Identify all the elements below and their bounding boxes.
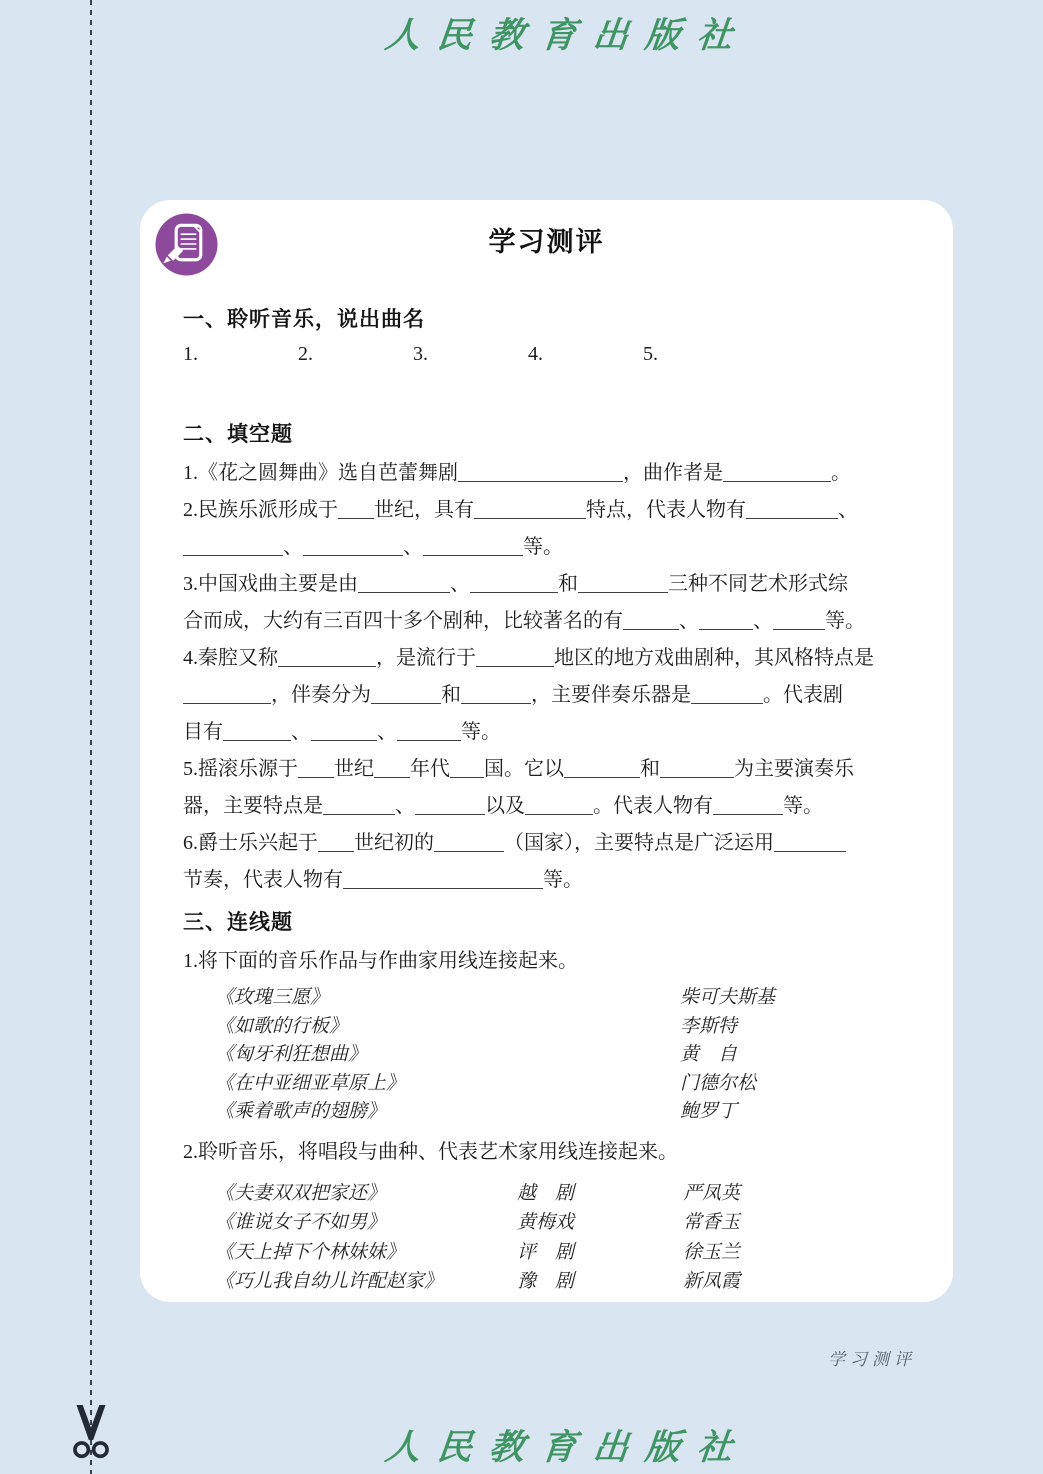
fill-blank[interactable] — [723, 467, 831, 482]
fill-blank[interactable] — [773, 615, 825, 630]
aria-title: 《巧儿我自幼儿许配赵家》 — [215, 1270, 444, 1292]
fill-line — [183, 455, 913, 492]
question-text: 为主要演奏乐 — [734, 758, 854, 780]
listening-item: 5. — [643, 343, 658, 365]
question-text: 等。 — [783, 795, 823, 817]
composer-name: 鲍罗丁 — [680, 1101, 738, 1123]
work-title: 《如歌的行板》 — [215, 1015, 349, 1037]
artist-name: 严凤英 — [683, 1182, 741, 1204]
aria-title: 《谁说女子不如男》 — [215, 1212, 387, 1234]
fill-blank[interactable] — [660, 763, 734, 778]
aria-title: 《夫妻双双把家还》 — [215, 1182, 387, 1204]
artist-name: 新凤霞 — [683, 1270, 741, 1292]
question-text: 、 — [450, 573, 470, 595]
question-text: 世纪，具有 — [374, 499, 474, 521]
question-text: 地区的地方戏曲剧种，其风格特点是 — [554, 647, 874, 669]
worksheet-card — [140, 200, 953, 1302]
fill-line — [183, 603, 913, 640]
composer-name: 黄 自 — [680, 1044, 738, 1066]
fill-blank[interactable] — [311, 726, 377, 741]
opera-genre: 越 剧 — [517, 1182, 575, 1204]
question-text: 国。它以 — [484, 758, 564, 780]
question-text: ，伴奏分为 — [271, 684, 371, 706]
question-text: 特点，代表人物有 — [586, 499, 746, 521]
question-text: 等。 — [543, 869, 583, 891]
question-text: 。代表剧 — [763, 684, 843, 706]
listening-item: 3. — [413, 343, 428, 365]
question-text: 3.中国戏曲主要是由 — [183, 573, 358, 595]
fill-blank[interactable] — [343, 874, 543, 889]
fill-blank[interactable] — [415, 800, 485, 815]
fill-line — [183, 677, 913, 714]
fill-blank[interactable] — [374, 763, 410, 778]
question-text: 。 — [831, 462, 851, 484]
fill-blank[interactable] — [474, 504, 586, 519]
match-row — [215, 1238, 913, 1267]
opera-genre: 豫 剧 — [517, 1270, 575, 1292]
fill-blank[interactable] — [461, 689, 531, 704]
fill-blank[interactable] — [318, 837, 354, 852]
question-text: 、 — [679, 610, 699, 632]
question-text: 三种不同艺术形式综 — [668, 573, 848, 595]
fill-line — [183, 788, 913, 825]
fill-blank[interactable] — [183, 541, 283, 556]
fill-blank[interactable] — [450, 763, 484, 778]
fill-blank[interactable] — [713, 800, 783, 815]
fill-line — [183, 751, 913, 788]
fill-blank[interactable] — [223, 726, 291, 741]
notepad-pencil-icon — [155, 213, 218, 276]
publisher-logo-bottom: 人民教育出版社 — [383, 1427, 752, 1468]
fill-blank[interactable] — [323, 800, 395, 815]
question-text: 合而成，大约有三百四十多个剧种，比较著名的有 — [183, 610, 623, 632]
match-row — [215, 1098, 913, 1127]
question-text: 和 — [441, 684, 461, 706]
artist-name: 徐玉兰 — [683, 1241, 741, 1263]
question-text: 器，主要特点是 — [183, 795, 323, 817]
section-heading-matching: 三、连线题 — [183, 911, 293, 934]
fill-blank[interactable] — [423, 541, 523, 556]
question-text: 以及 — [485, 795, 525, 817]
opera-genre: 评 剧 — [517, 1241, 575, 1263]
composer-name: 李斯特 — [680, 1015, 738, 1037]
question-text: 等。 — [523, 536, 563, 558]
fill-blank[interactable] — [303, 541, 403, 556]
fill-blank[interactable] — [183, 689, 271, 704]
section-heading-listening: 一、聆听音乐，说出曲名 — [183, 308, 425, 331]
fill-line — [183, 492, 913, 529]
match-row — [215, 1179, 913, 1208]
fill-blank[interactable] — [298, 763, 334, 778]
question-text: 目有 — [183, 721, 223, 743]
question-text: 2.民族乐派形成于 — [183, 499, 338, 521]
opera-genre: 黄梅戏 — [517, 1212, 575, 1234]
question-text: 6.爵士乐兴起于 — [183, 832, 318, 854]
fill-blank-questions — [183, 455, 913, 899]
matching-q1-label: 1.将下面的音乐作品与作曲家用线连接起来。 — [183, 950, 578, 972]
fill-line — [183, 862, 913, 899]
section-heading-fill-blanks: 二、填空题 — [183, 423, 293, 446]
listening-items — [183, 341, 913, 368]
fill-blank[interactable] — [691, 689, 763, 704]
question-text: 4.秦腔又称 — [183, 647, 278, 669]
fill-blank[interactable] — [371, 689, 441, 704]
question-text: 5.摇滚乐源于 — [183, 758, 298, 780]
footer-page-label: 学习测评 — [828, 1350, 916, 1369]
question-text: （国家），主要特点是广泛运用 — [504, 832, 774, 854]
fill-blank[interactable] — [358, 578, 450, 593]
fill-blank[interactable] — [470, 578, 558, 593]
fill-line — [183, 825, 913, 862]
publisher-logo-top: 人民教育出版社 — [383, 15, 752, 56]
fill-blank[interactable] — [278, 652, 376, 667]
fill-blank[interactable] — [746, 504, 838, 519]
fill-blank[interactable] — [578, 578, 668, 593]
question-text: ，是流行于 — [376, 647, 476, 669]
question-text: 节奏，代表人物有 — [183, 869, 343, 891]
question-text: 。代表人物有 — [593, 795, 713, 817]
artist-name: 常香玉 — [683, 1212, 741, 1234]
fill-line — [183, 640, 913, 677]
question-text: 和 — [558, 573, 578, 595]
question-text: 、 — [291, 721, 311, 743]
fill-blank[interactable] — [458, 467, 623, 482]
fill-blank[interactable] — [699, 615, 753, 630]
matching-list-1 — [215, 984, 913, 1127]
matching-q2-label: 2.聆听音乐，将唱段与曲种、代表艺术家用线连接起来。 — [183, 1140, 678, 1163]
question-text: ，主要伴奏乐器是 — [531, 684, 691, 706]
match-row — [215, 1267, 913, 1296]
composer-name: 柴可夫斯基 — [680, 987, 776, 1008]
listening-item: 2. — [298, 343, 313, 365]
question-text: 等。 — [825, 610, 865, 632]
work-title: 《玫瑰三愿》 — [215, 987, 330, 1008]
listening-item: 1. — [183, 343, 198, 365]
question-text: ，曲作者是 — [623, 462, 723, 484]
match-row — [215, 1041, 913, 1070]
match-row — [215, 1013, 913, 1042]
matching-list-2 — [215, 1179, 913, 1296]
composer-name: 门德尔松 — [680, 1072, 757, 1094]
question-text: 、 — [395, 795, 415, 817]
question-text: 世纪 — [334, 758, 374, 780]
fill-line — [183, 566, 913, 603]
fill-blank[interactable] — [434, 837, 504, 852]
fill-blank[interactable] — [774, 837, 846, 852]
match-row — [215, 984, 913, 1013]
listening-item: 4. — [528, 343, 543, 365]
work-title: 《在中亚细亚草原上》 — [215, 1072, 406, 1094]
question-text: 、 — [838, 499, 858, 521]
fill-blank[interactable] — [525, 800, 593, 815]
match-row — [215, 1070, 913, 1099]
question-text: 1.《花之圆舞曲》选自芭蕾舞剧 — [183, 462, 458, 484]
fill-line — [183, 714, 913, 751]
fill-blank[interactable] — [397, 726, 461, 741]
match-row — [215, 1208, 913, 1237]
fill-blank[interactable] — [476, 652, 554, 667]
question-text: 世纪初的 — [354, 832, 434, 854]
question-text: 年代 — [410, 758, 450, 780]
question-text: 、 — [403, 536, 423, 558]
question-text: 、 — [283, 536, 303, 558]
fill-blank[interactable] — [564, 763, 640, 778]
fill-line — [183, 529, 913, 566]
cut-line — [90, 0, 92, 1474]
page-title: 学习测评 — [488, 227, 605, 257]
fill-blank[interactable] — [338, 504, 374, 519]
question-text: 、 — [753, 610, 773, 632]
work-title: 《乘着歌声的翅膀》 — [215, 1101, 387, 1123]
fill-blank[interactable] — [623, 615, 679, 630]
work-title: 《匈牙利狂想曲》 — [215, 1044, 368, 1066]
question-text: 和 — [640, 758, 660, 780]
question-text: 等。 — [461, 721, 501, 743]
question-text: 、 — [377, 721, 397, 743]
aria-title: 《天上掉下个林妹妹》 — [215, 1241, 406, 1263]
